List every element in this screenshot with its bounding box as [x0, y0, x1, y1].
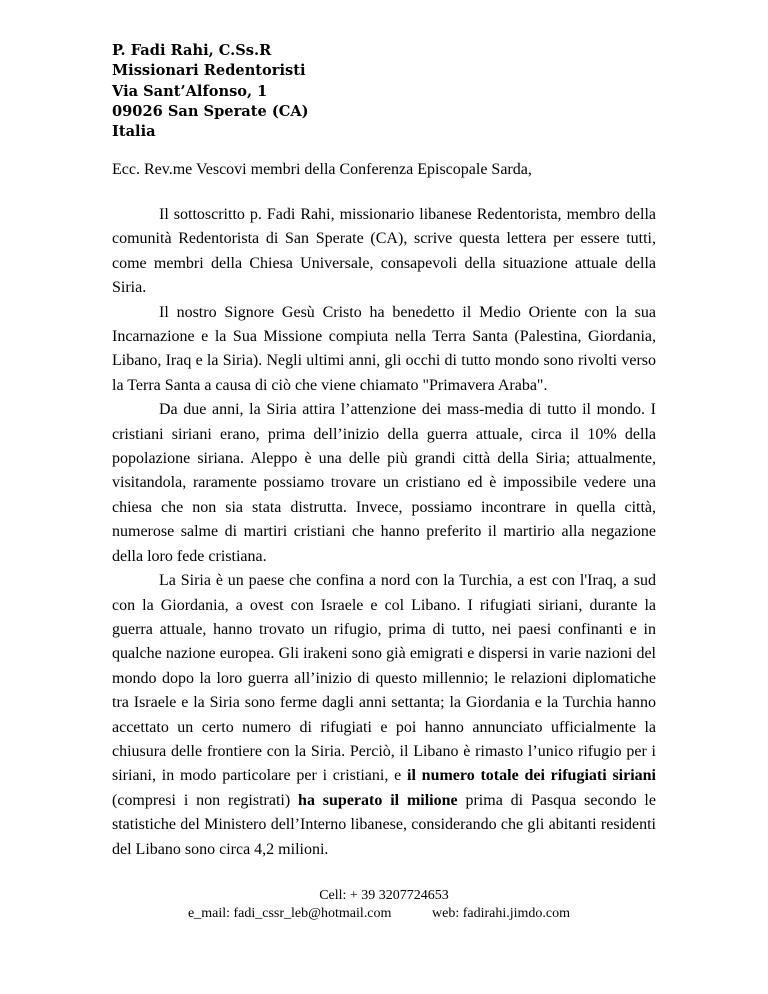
letter-body	[112, 203, 656, 862]
paragraph-text: La Siria è un paese che confina a nord con la Turchia, a est con l'Iraq, a sud con la Giordania, a ovest con Israele e col Libano. I rifugiati siriani, durante la guerra attuale, hanno trovato un rifugio, prima di tutto, nei paesi confinanti e in qualche nazione europea. Gli irakeni sono già emigrati e dispersi in varie nazioni del mondo dopo la loro guerra all’inizio di questo millennio; le relazioni diplomatiche tra Israele e la Siria sono ferme dagli anni settanta; la Giordania e la Turchia hanno accettato un certo numero di rifugiati e poi hanno annunciato ufficialmente la chiusura delle frontiere con la Siria. Perciò, il Libano è rimasto l’unico rifugio per i siriani, in modo particolare per i cristiani, e	[112, 572, 656, 785]
footer	[0, 887, 768, 923]
footer-email: e_mail: fadi_cssr_leb@hotmail.com	[188, 906, 392, 921]
sender-address-block	[112, 41, 309, 142]
paragraph: Da due anni, la Siria attira l’attenzione dei mass-media di tutto il mondo. I cristiani siriani erano, prima dell’inizio della guerra attuale, circa il 10% della popolazione siriana. Aleppo è una delle più grandi città della Siria; attualmente, visitandola, raramente possiamo trovare un cristiano ed è impossibile vedere una chiesa che non sia stata distrutta. Invece, possiamo incontrare in quella città, numerose salme di martiri cristiani che hanno preferito il martirio alla negazione della loro fede cristiana.	[112, 401, 656, 565]
paragraph: Il sottoscritto p. Fadi Rahi, missionario libanese Redentorista, membro della comunità Redentorista di San Sperate (CA), scrive questa lettera per essere tutti, come membri della Chiesa Universale, consapevoli della situazione attuale della Siria.	[112, 206, 656, 297]
sender-organization: Missionari Redentoristi	[112, 62, 306, 80]
paragraph: Il nostro Signore Gesù Cristo ha benedetto il Medio Oriente con la sua Incarnazione e la Sua Missione compiuta nella Terra Santa (Palestina, Giordania, Libano, Iraq e la Siria). Negli ultimi anni, gli occhi di tutto mondo sono rivolti verso la Terra Santa a causa di ciò che viene chiamato "Primavera Araba".	[112, 303, 656, 394]
footer-contacts	[0, 905, 768, 923]
bold-text: ha superato il milione	[298, 791, 458, 809]
salutation: Ecc. Rev.me Vescovi membri della Conferenza Episcopale Sarda,	[112, 161, 532, 178]
paragraph-text: (compresi i non registrati)	[112, 791, 299, 809]
footer-web: web: fadirahi.jimdo.com	[432, 906, 571, 921]
sender-name: P. Fadi Rahi, C.Ss.R	[112, 42, 272, 59]
bold-text: il numero totale dei rifugiati siriani	[407, 767, 657, 785]
footer-cell: Cell: + 39 3207724653	[319, 888, 449, 903]
paragraph-text: prima di Pasqua secondo le statistiche del Ministero dell’Interno libanese, considerando che gli abitanti residenti del Libano sono circa 4,2 milioni.	[112, 791, 656, 858]
sender-street: Via Sant’Alfonso, 1	[112, 82, 268, 100]
paragraph	[112, 569, 656, 862]
sender-country: Italia	[112, 123, 156, 141]
sender-city: 09026 San Sperate (CA)	[112, 102, 309, 120]
